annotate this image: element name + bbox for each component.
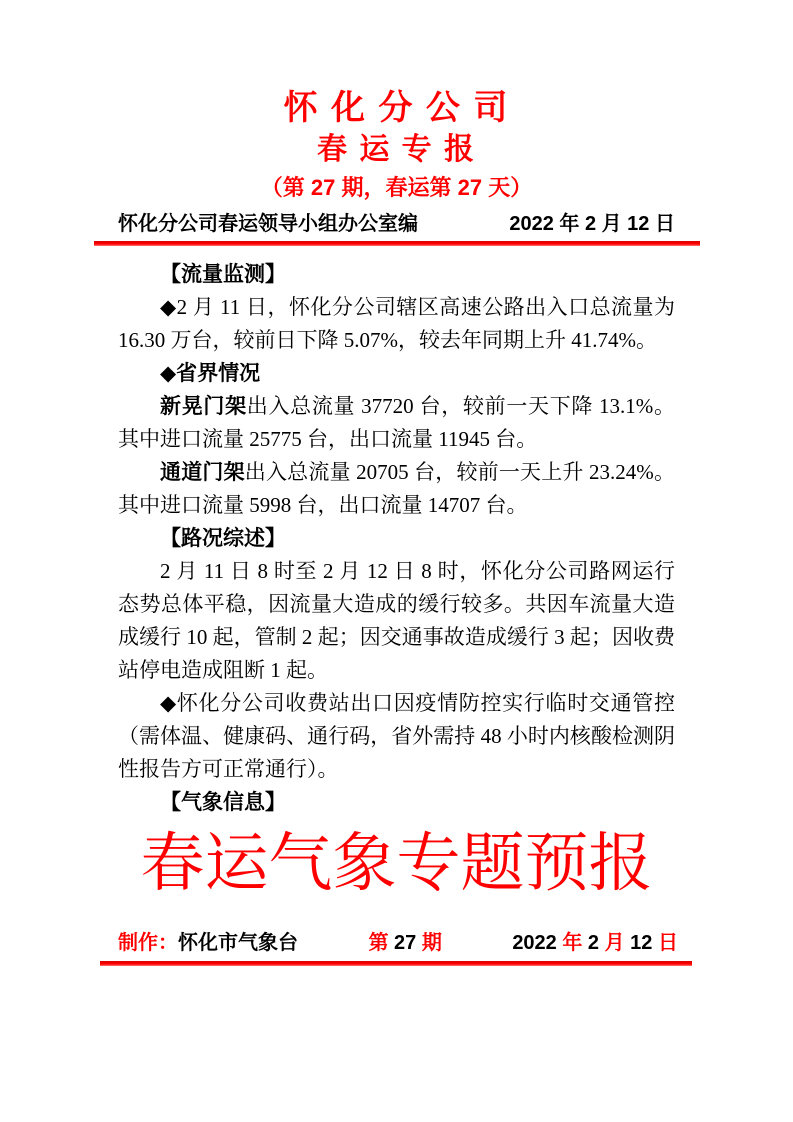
- company-title: 怀 化 分 公 司: [283, 89, 510, 127]
- weather-section-heading: 【气象信息】: [160, 791, 286, 814]
- footer-producer: [118, 929, 298, 957]
- xinhuang-gantry-text: 出入总流量 37720 台，较前一天下降 13.1%。其中进口流量 25775 台，出口流量 11945 台。: [118, 394, 675, 451]
- epidemic-control-paragraph: ◆怀化分公司收费站出口因疫情防控实行临时交通管控（需体温、健康码、通行码，省外需持 48 小时内核酸检测阴性报告方可正常通行）。: [118, 691, 675, 781]
- date-day-unit: 日: [657, 932, 678, 954]
- made-by-label: 制作：: [118, 932, 178, 954]
- date-month-unit: 月: [604, 932, 625, 954]
- issue-info: （第 27 期，春运第 27 天）: [260, 175, 533, 200]
- date-month: 2: [582, 932, 605, 954]
- date-year-unit: 年: [562, 932, 583, 954]
- editor-label: 怀化分公司春运领导小组办公室编: [118, 213, 418, 235]
- tongdao-gantry-paragraph: [118, 456, 675, 522]
- issue-suffix: 期: [416, 932, 442, 954]
- footer-divider: [100, 961, 692, 966]
- tongdao-gantry-label: 通道门架: [160, 461, 245, 484]
- issue-prefix: 第: [368, 932, 395, 954]
- producer-name: 怀化市气象台: [178, 932, 298, 954]
- weather-banner-title: 春运气象专题预报: [140, 828, 653, 899]
- xinhuang-gantry-label: 新晃门架: [160, 395, 247, 418]
- date-day: 12: [624, 932, 658, 954]
- publish-date: 2022 年 2 月 12 日: [509, 213, 675, 235]
- issue-number: 27: [394, 932, 417, 954]
- traffic-summary-paragraph: ◆2 月 11 日，怀化分公司辖区高速公路出入口总流量为 16.30 万台，较前日下降 5.07%，较去年同期上升 41.74%。: [118, 295, 675, 352]
- footer-row: [118, 929, 678, 957]
- road-network-paragraph: 2 月 11 日 8 时至 2 月 12 日 8 时，怀化分公司路网运行态势总体平稳，因流量大造成的缓行较多。共因车流量大造成缓行 10 起，管制 2 起；因交通事故造成缓行 3 起；因收费站停电造成阻断 1 起。: [118, 559, 675, 682]
- xinhuang-gantry-paragraph: [118, 390, 675, 456]
- editor-row: [118, 210, 675, 238]
- date-year: 2022: [512, 932, 563, 954]
- road-section-heading: 【路况综述】: [160, 527, 286, 550]
- tongdao-gantry-text: 出入总流量 20705 台，较前一天上升 23.24%。其中进口流量 5998 台，出口流量 14707 台。: [118, 460, 675, 517]
- traffic-section-heading: 【流量监测】: [160, 263, 286, 286]
- footer-issue: [368, 929, 441, 957]
- header-divider: [94, 241, 700, 246]
- footer-date: [512, 929, 678, 957]
- bulletin-body: [118, 258, 675, 819]
- report-title: 春 运 专 报: [316, 133, 476, 166]
- border-status-heading: ◆省界情况: [160, 362, 261, 385]
